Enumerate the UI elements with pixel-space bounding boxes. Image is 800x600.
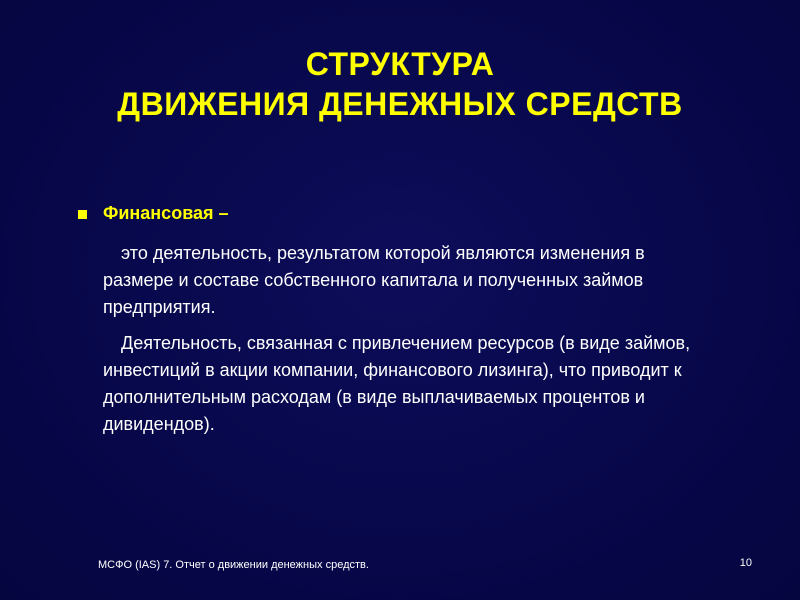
title-line-1: СТРУКТУРА [305, 46, 495, 82]
slide-title [0, 44, 800, 124]
slide-footer: МСФО (IAS) 7. Отчет о движении денежных средств. [98, 559, 369, 571]
description-paragraph: Деятельность, связанная с привлечением ресурсов (в виде займов, инвестиций в акции компании, финансового лизинга), что приводит к дополнительным расходам (в виде выплачиваемых процентов и дивидендов). [103, 333, 691, 434]
bullet-item [78, 200, 718, 226]
page-number: 10 [739, 557, 752, 569]
bullet-block [78, 200, 718, 438]
definition-paragraph: это деятельность, результатом которой являются изменения в размере и составе собственного капитала и полученных займов предприятия. [103, 243, 645, 317]
bullet-heading: Финансовая – [103, 202, 229, 223]
title-line-2: ДВИЖЕНИЯ ДЕНЕЖНЫХ СРЕДСТВ [117, 86, 683, 122]
square-bullet-icon [78, 210, 87, 219]
